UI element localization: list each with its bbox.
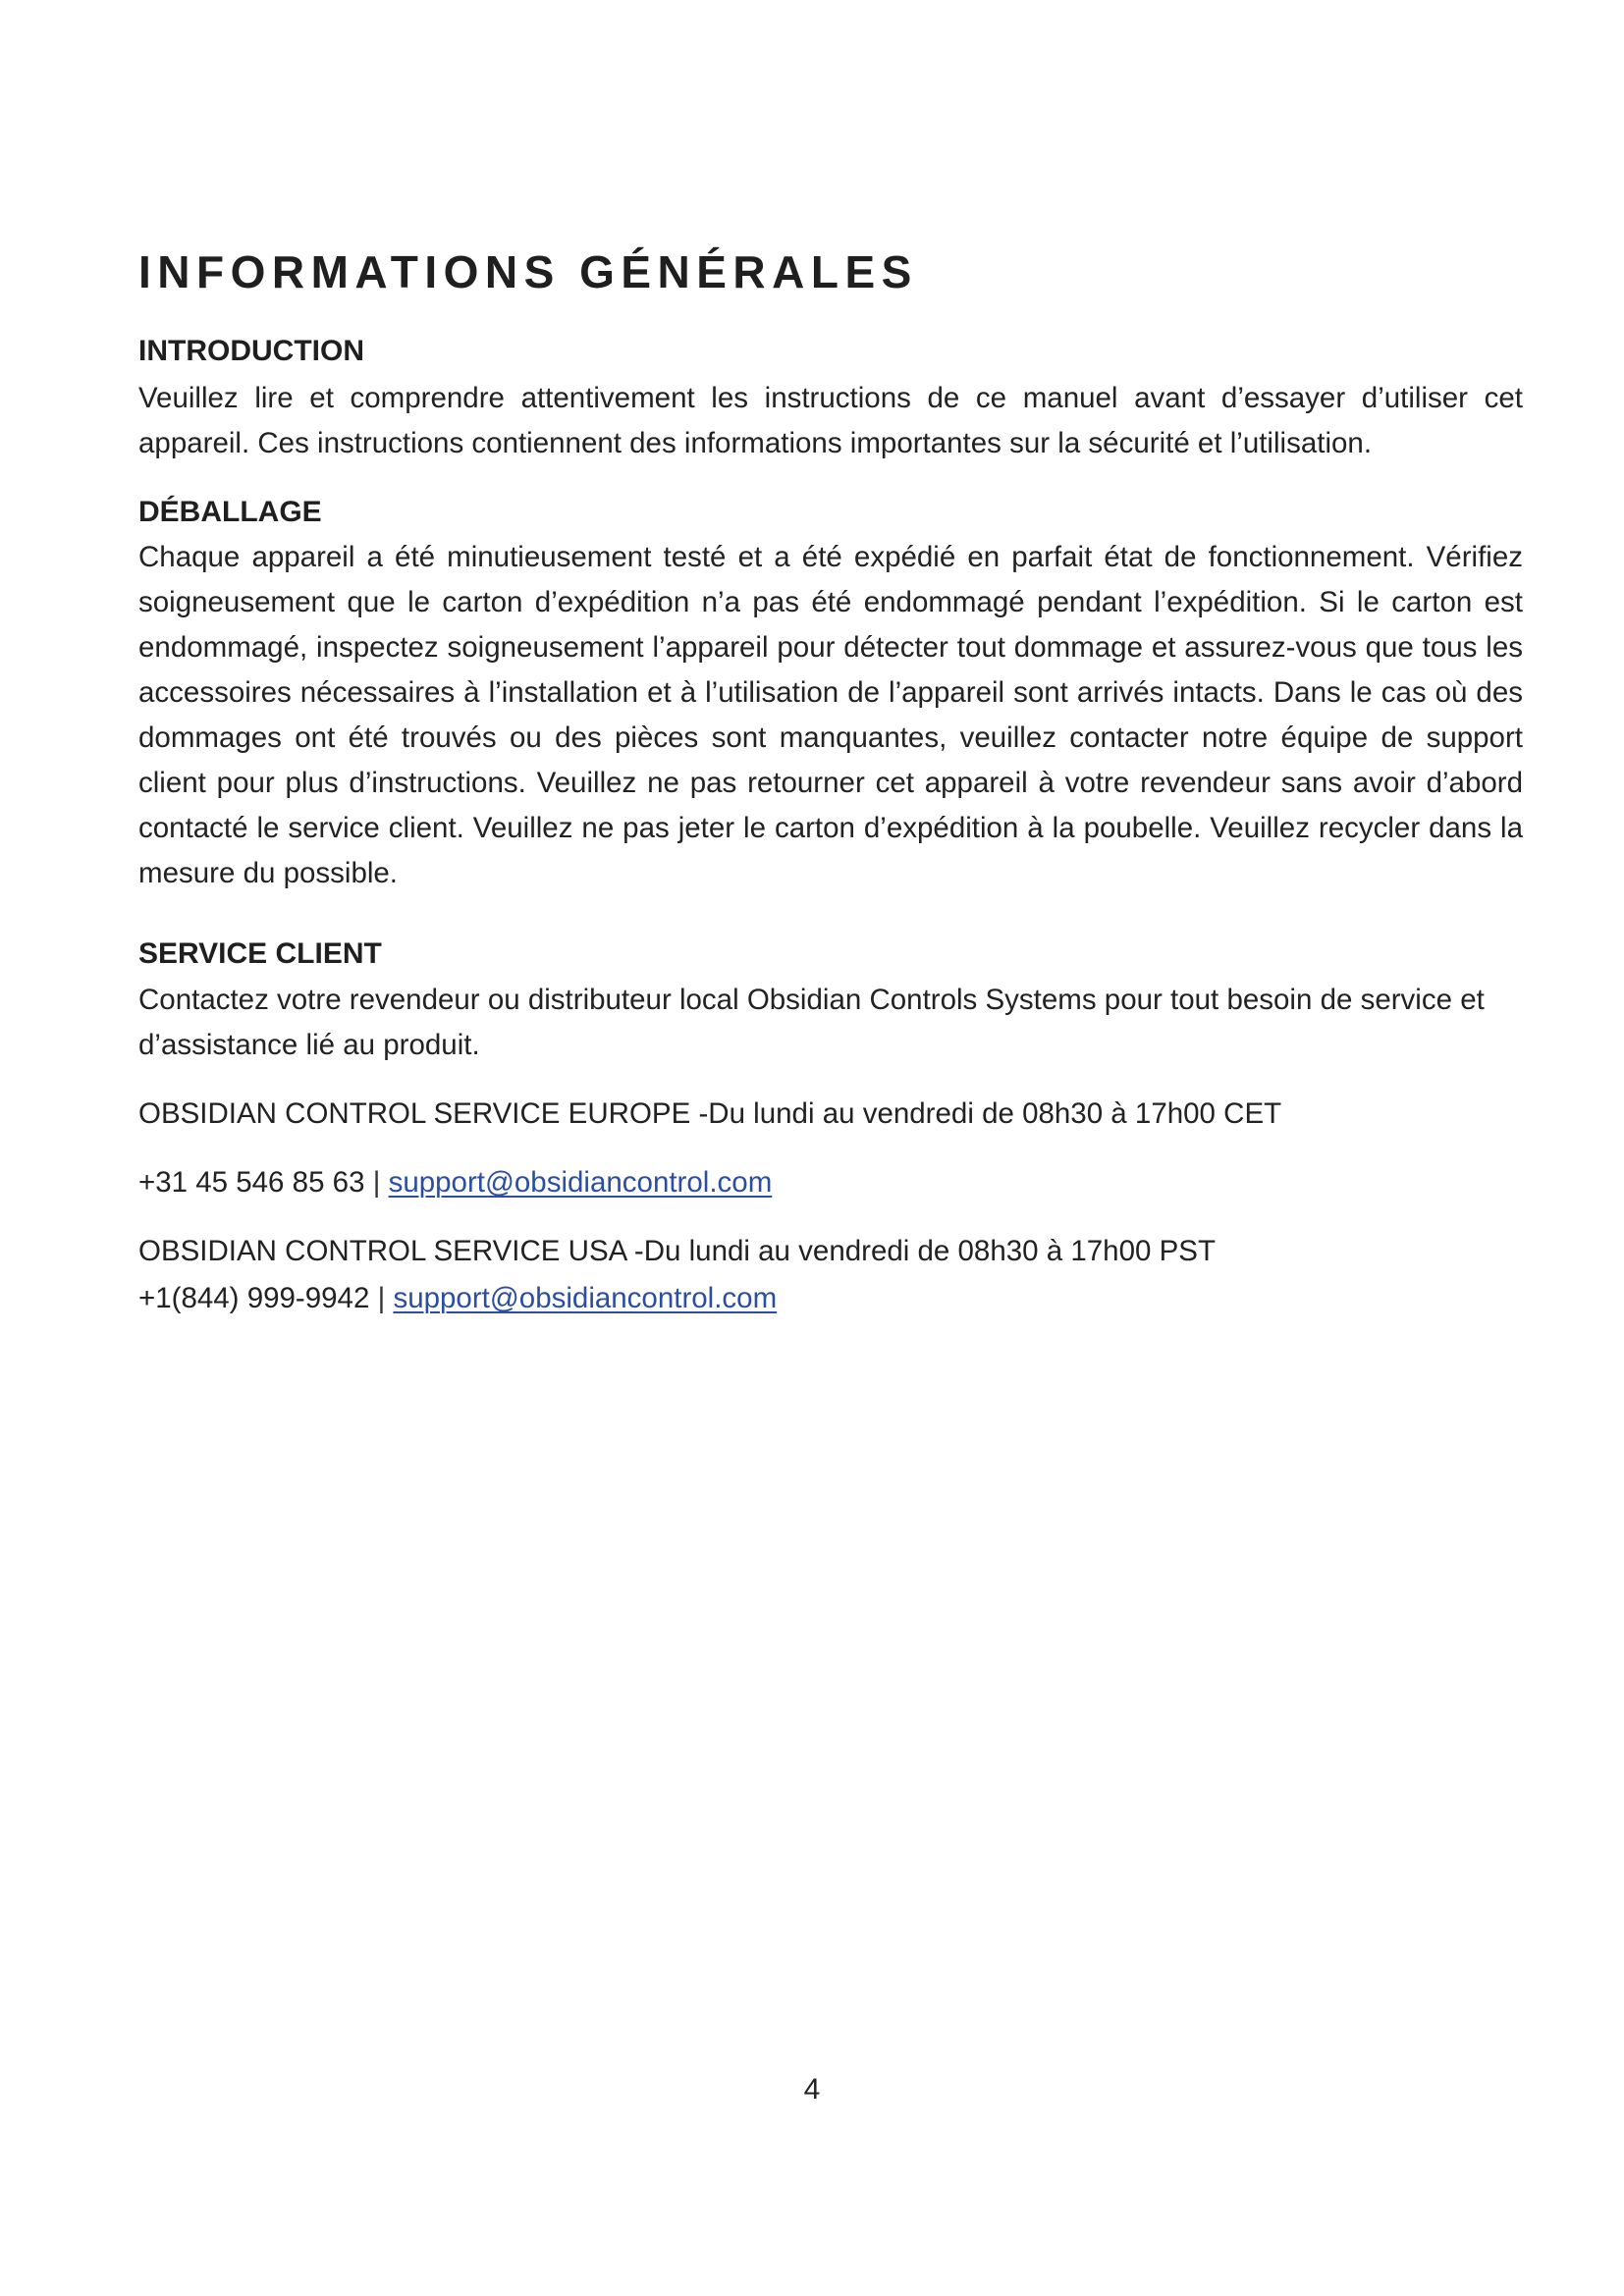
usa-email-link[interactable]: support@obsidiancontrol.com <box>393 1281 778 1314</box>
customer-service-paragraph: Contactez votre revendeur ou distributeur local Obsidian Controls Systems pour tout besoin de service et d’assistance lié au produit. <box>138 983 1485 1061</box>
usa-service-hours: OBSIDIAN CONTROL SERVICE USA -Du lundi au vendredi de 08h30 à 17h00 PST <box>138 1234 1216 1267</box>
page-number: 4 <box>803 2073 821 2106</box>
introduction-heading: INTRODUCTION <box>138 335 364 368</box>
europe-separator: | <box>372 1165 381 1199</box>
usa-separator: | <box>377 1281 386 1314</box>
page-title: INFORMATIONS GÉNÉRALES <box>138 246 918 297</box>
introduction-paragraph: Veuillez lire et comprendre attentivement les instructions de ce manuel avant d’essayer d’utiliser cet appareil. Ces instructions contiennent des informations importantes sur la sécurité et l’utilisation. <box>138 381 1523 459</box>
usa-contact-line <box>138 1276 1523 1321</box>
europe-service-hours: OBSIDIAN CONTROL SERVICE EUROPE -Du lundi au vendredi de 08h30 à 17h00 CET <box>138 1096 1282 1130</box>
customer-service-heading: SERVICE CLIENT <box>138 937 382 971</box>
europe-phone: +31 45 546 85 63 <box>138 1165 365 1199</box>
europe-contact-line <box>138 1160 1523 1205</box>
europe-email-link[interactable]: support@obsidiancontrol.com <box>388 1165 773 1199</box>
page-content <box>138 245 1523 1321</box>
unpacking-heading: DÉBALLAGE <box>138 495 322 528</box>
usa-phone: +1(844) 999-9942 <box>138 1281 370 1314</box>
unpacking-paragraph: Chaque appareil a été minutieusement testé et a été expédié en parfait état de fonctionnement. Vérifiez soigneusement que le carton d’expédition n’a pas été endommagé pendant l’expédition. Si le carton est endommagé, inspectez soigneusement l’appareil pour détecter tout dommage et assurez-vous que tous les accessoires nécessaires à l’installation et à l’utilisation de l’appareil sont arrivés intacts. Dans le cas où des dommages ont été trouvés ou des pièces sont manquantes, veuillez contacter notre équipe de support client pour plus d’instructions. Veuillez ne pas retourner cet appareil à votre revendeur sans avoir d’abord contacté le service client. Veuillez ne pas jeter le carton d’expédition à la poubelle. Veuillez recycler dans la mesure du possible. <box>138 541 1523 890</box>
